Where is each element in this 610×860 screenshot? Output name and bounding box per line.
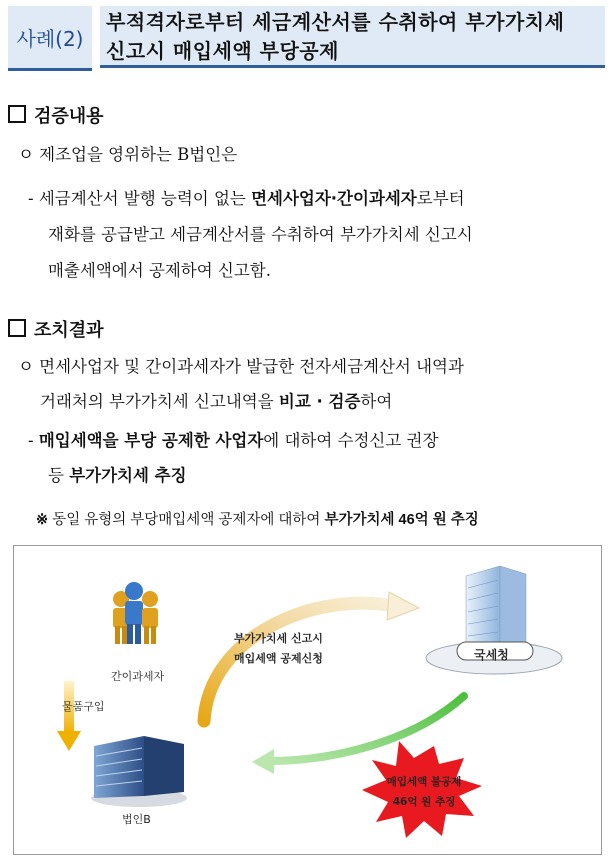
emphasis-text: 부가가치세 46억 원 추징 [324,512,479,528]
text-span: - 세금계산서 발행 능력이 없는 [28,189,252,208]
section2-item-line1: ㅇ 면세사업자 및 간이과세자가 발급한 전자세금계산서 내역과 [18,357,464,376]
emphasis-text: 면세사업자·간이과세자 [251,189,417,208]
reference-note [36,508,479,529]
title-line-2: 신고시 매입세액 부당공제 [106,39,339,63]
down-arrow-icon [57,681,81,751]
nts-label: 국세청 [474,648,509,662]
text-span: 거래처의 부가가치세 신고내역을 [40,392,279,411]
checkbox-square-icon [8,105,26,123]
deny-line-1: 매입세액 불공제 [386,776,462,788]
case-label: 사례(2) [8,6,92,71]
section2-sub-line2 [28,459,603,492]
section1-sub-line2: 재화를 공급받고 세금계산서를 수취하여 부가가치세 신고시 [48,225,473,244]
purchase-label: 물품구입 [62,700,105,713]
simple-taxpayer-label: 간이과세자 [111,670,165,683]
report-line-1: 부가가치세 신고시 [234,632,323,645]
process-diagram [13,545,602,855]
text-span: 로부터 [416,189,465,208]
emphasis-text: 비교 · 검증 [278,392,361,411]
title-line-1: 부적격자로부터 세금계산서를 수취하여 부가가치세 [106,10,565,34]
corporation-building-icon [91,736,187,807]
checkbox-square-icon [8,319,26,337]
text-span: 등 [48,466,70,485]
report-label [234,629,323,669]
deny-label [376,772,472,812]
text-span: 동일 유형의 부당매입세액 공제자에 대하여 [52,512,325,528]
section-heading-text: 조치결과 [34,320,104,341]
header [8,6,605,72]
report-line-2: 매입세액 공제신청 [234,652,323,665]
text-span: 하여 [360,392,393,411]
section2-item-line2 [18,385,603,418]
case-title [100,6,605,68]
deny-line-2: 46억 원 추징 [392,796,456,808]
corporation-label: 법인B [122,813,151,826]
text-span: 에 대하여 수정신고 권장 [263,431,439,450]
section-heading-result [8,316,104,342]
section2-item [18,350,603,418]
section1-sub-line3: 매출세액에서 공제하여 신고함. [48,261,271,280]
people-icon [113,582,158,644]
section2-sub-line1 [28,424,603,457]
emphasis-text: 매입세액을 부당 공제한 사업자 [38,431,264,450]
section-heading-text: 검증내용 [34,106,104,127]
section1-subitem [28,182,603,287]
section2-subitem [28,424,603,492]
section1-sub-line1 [28,182,603,215]
section-heading-verification [8,102,104,128]
dash-bullet: - [28,431,39,450]
note-mark: ※ [36,512,49,528]
emphasis-text: 부가가치세 추징 [69,466,187,485]
section1-item: ㅇ 제조업을 영위하는 B법인은 [18,145,238,164]
